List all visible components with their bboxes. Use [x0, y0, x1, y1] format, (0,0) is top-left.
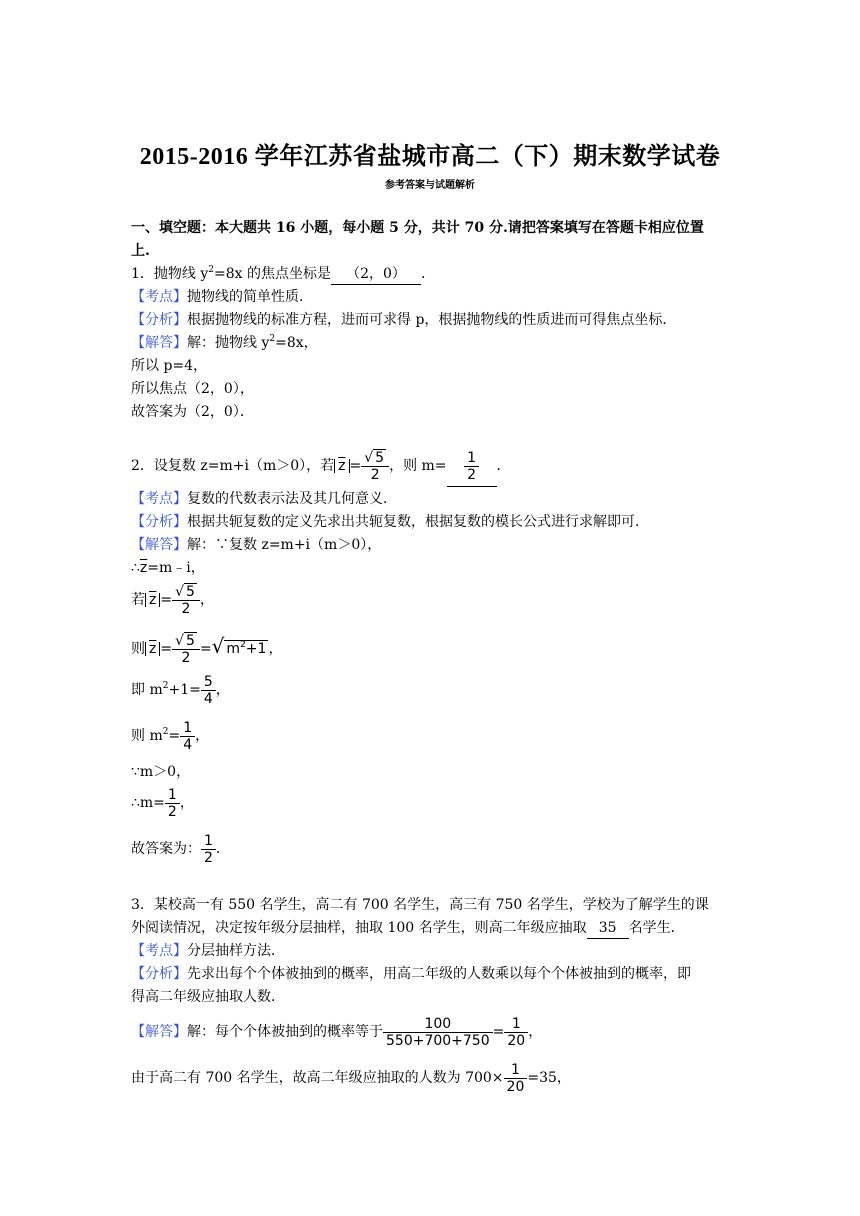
q3-kaodian: 【考点】分层抽样方法． [131, 943, 285, 959]
page-title: 2015-2016 学年江苏省盐城市高二（下）期末数学试卷 [139, 144, 721, 170]
q3-fenxi: 【分析】先求出每个个体被抽到的概率，用高二年级的人数乘以每个个体被抽到的概率，即 [131, 966, 691, 982]
q1-jieda: 【解答】解：抛物线 $y^2=8x$， [131, 334, 318, 351]
q2-step: ∴m= $\frac{1}{2}$ ， [131, 786, 194, 820]
q3-stem: 外阅读情况，决定按年级分层抽样，抽取 100 名学生，则高二年级应抽取 35 名学生． [131, 918, 685, 939]
q3-step: 由于高二有 700 名学生，故高二年级应抽取的人数为 700× $\frac{1}{20}$ =35， [131, 1061, 571, 1095]
q3-stem: 3．某校高一有 550 名学生，高二有 700 名学生，高三有 750 名学生，学校为了解学生的课 [131, 897, 709, 913]
q1-stem: 1．抛物线 $y^2=8x$ 的焦点坐标是 （2，0） ． [131, 264, 435, 285]
q2-step: 则 $m^2=$ $\frac{1}{4}$ ， [131, 719, 210, 753]
q1-step: 所以焦点（2，0）， [131, 381, 254, 397]
q2-kaodian: 【考点】复数的代数表示法及其几何意义． [131, 491, 397, 507]
q2-step: 即 $m^2+1=$ $\frac{5}{4}$ ， [131, 673, 230, 707]
q2-step: $\therefore\overline{z}=m﹣i$， [131, 560, 205, 576]
q2-stem: 2．设复数 z=m+i（m＞0），若 $\overline{z}$ = $\frac{√ 5}{2}$ ，则 m= $\frac{1}{2}$ ． [131, 446, 511, 487]
q1-kaodian: 【考点】抛物线的简单性质． [131, 289, 313, 305]
q2-step: 若 $\overline{z}$ = $\frac{√ 5}{2}$ ， [131, 583, 214, 617]
section-heading: 一、填空题：本大题共 16 小题，每小题 5 分，共计 70 分.请把答案填写在答题卡相应位置 [131, 220, 704, 236]
q1-step: 所以 p=4， [131, 358, 208, 374]
q2-step: ∵m＞0， [131, 764, 191, 780]
q2-step: 则 $\overline{z}$ = $\frac{√ 5}{2}$ =√ $m^2+1$ ， [131, 632, 283, 666]
q1-step: 故答案为（2，0）． [131, 404, 254, 420]
q2-fenxi: 【分析】根据共轭复数的定义先求出共轭复数，根据复数的模长公式进行求解即可． [131, 514, 649, 530]
q2-step: 故答案为： $\frac{1}{2}$ ． [131, 832, 230, 866]
page-subtitle: 参考答案与试题解析 [385, 180, 475, 191]
q3-jieda: 【解答】解：每个个体被抽到的概率等于 $\frac{100}{550+700+750}$ = $\frac{1}{20}$ ， [131, 1015, 543, 1049]
q1-fenxi: 【分析】根据抛物线的标准方程，进而可求得 p，根据抛物线的性质进而可得焦点坐标． [131, 312, 677, 328]
q1-answer-blank: （2，0） [331, 264, 421, 285]
section-heading-cont: 上. [131, 243, 150, 259]
q3-fenxi-cont: 得高二年级应抽取人数． [131, 989, 285, 1005]
q3-answer-blank: 35 [587, 918, 629, 939]
q2-jieda: 【解答】解：∵复数 z=m+i（m＞0）， [131, 537, 382, 553]
